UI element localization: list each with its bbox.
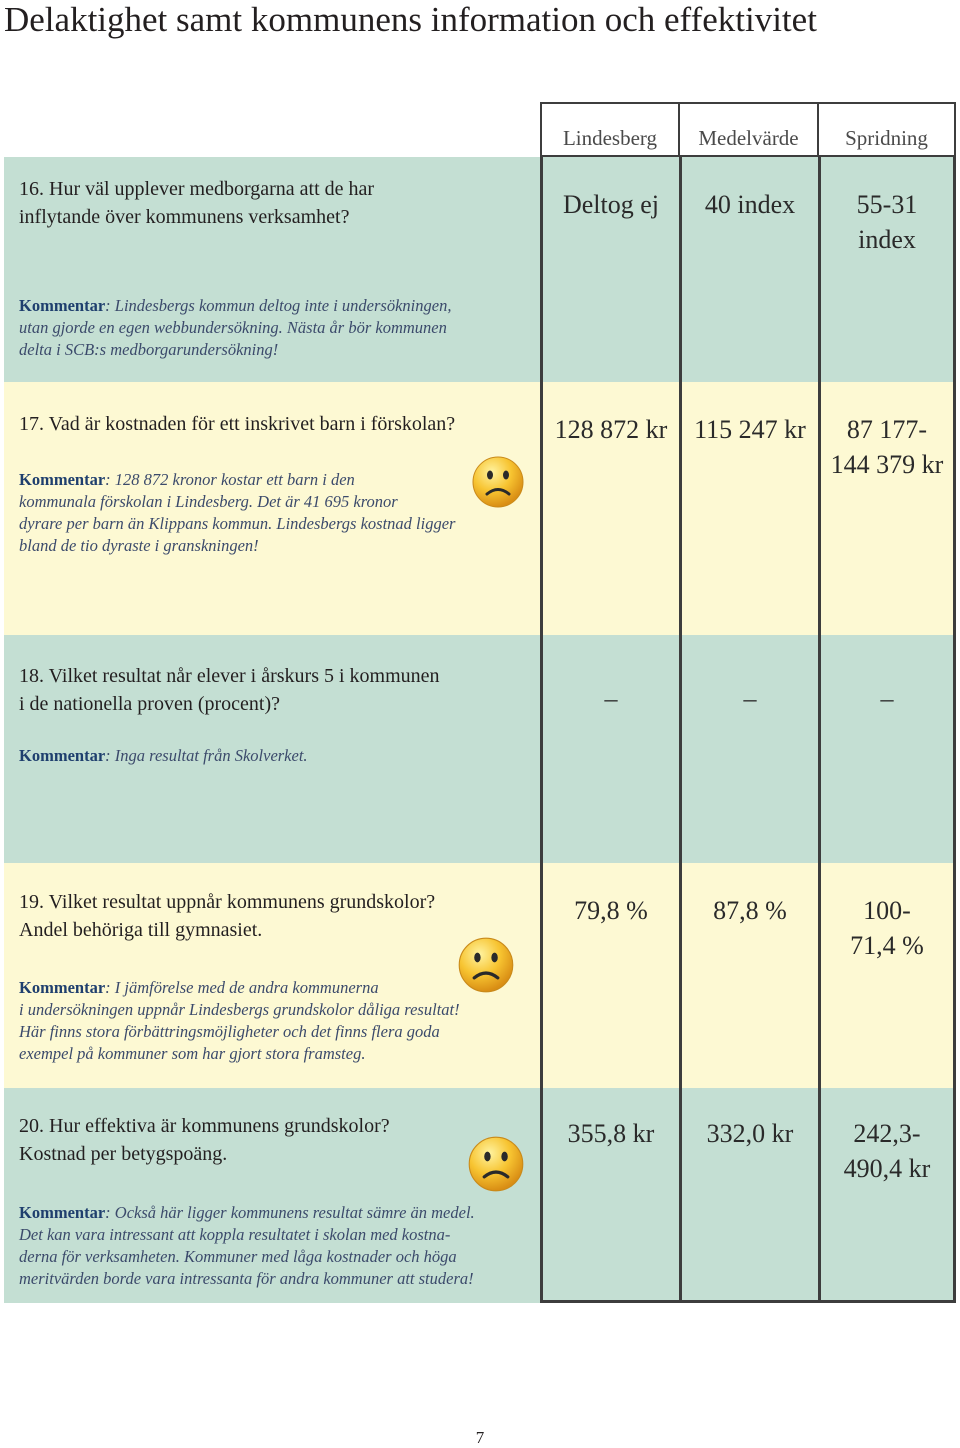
row-20-question-panel (4, 1088, 540, 1303)
question-text: 16. Hur väl upplever medborgarna att de har inflytande över kommunens verksamhet? (19, 178, 375, 228)
row-17-value-lindesberg: 128 872 kr (540, 382, 679, 635)
sad-face-icon (456, 935, 516, 995)
comment-text: Kommentar: Inga resultat från Skolverket. (19, 746, 308, 765)
comment-label: Kommentar (19, 746, 106, 765)
comment-text: Kommentar: 128 872 kronor kostar ett barn i den kommunala förskolan i Lindesberg. Det är 41 695 kronor dyrare per barn än Klippans kommun. Lindesbergs kostnad ligger bland de tio dyraste i granskningen! (19, 470, 456, 555)
row-16-question-panel (4, 157, 540, 382)
row-18-value-medelvarde: – (679, 635, 818, 863)
comment-label: Kommentar (19, 296, 106, 315)
row-20-value-medelvarde: 332,0 kr (679, 1088, 818, 1303)
sad-face-icon (466, 1134, 526, 1194)
row-19-value-medelvarde: 87,8 % (679, 863, 818, 1088)
row-20-value-spridning: 242,3- 490,4 kr (818, 1088, 956, 1303)
row-20-value-lindesberg: 355,8 kr (540, 1088, 679, 1303)
row-17-question-panel (4, 382, 540, 635)
row-16-value-spridning: 55-31 index (818, 157, 956, 382)
question-text: 17. Vad är kostnaden för ett inskrivet barn i förskolan? (19, 413, 456, 435)
column-header-lindesberg: Lindesberg (540, 102, 679, 157)
row-17-value-spridning: 87 177- 144 379 kr (818, 382, 956, 635)
question-text: 19. Vilket resultat uppnår kommunens grundskolor? Andel behöriga till gymnasiet. (19, 891, 436, 941)
row-16-value-lindesberg: Deltog ej (540, 157, 679, 382)
row-17-value-medelvarde: 115 247 kr (679, 382, 818, 635)
comment-label: Kommentar (19, 1203, 106, 1222)
comment-text: Kommentar: I jämförelse med de andra kommunerna i undersökningen uppnår Lindesbergs grundskolor dåliga resultat! Här finns stora förbättringsmöjligheter och det finns flera goda exempel på kommuner som har gjort stora framsteg. (19, 978, 460, 1063)
page-number: 7 (475, 1428, 485, 1447)
row-16-value-medelvarde: 40 index (679, 157, 818, 382)
column-header-medelvarde: Medelvärde (679, 102, 818, 157)
comment-label: Kommentar (19, 978, 106, 997)
question-text: 18. Vilket resultat når elever i årskurs 5 i kommunen i de nationella proven (procent)? (19, 665, 440, 715)
column-header-spridning: Spridning (818, 102, 956, 157)
row-19-value-lindesberg: 79,8 % (540, 863, 679, 1088)
row-18-value-lindesberg: – (540, 635, 679, 863)
row-19-value-spridning: 100- 71,4 % (818, 863, 956, 1088)
row-18-question-panel (4, 635, 540, 863)
question-text: 20. Hur effektiva är kommunens grundskolor? Kostnad per betygspoäng. (19, 1115, 390, 1165)
row-18-value-spridning: – (818, 635, 956, 863)
page-title: Delaktighet samt kommunens information och effektivitet (4, 0, 817, 39)
comment-label: Kommentar (19, 470, 106, 489)
comment-text: Kommentar: Också här ligger kommunens resultat sämre än medel. Det kan vara intressant att koppla resultatet i skolan med kostna- derna för verksamheten. Kommuner med låga kostnader och höga meritvärden borde vara intressanta för andra kommuner att studera! (19, 1203, 475, 1288)
sad-face-icon (470, 454, 526, 510)
row-19-question-panel (4, 863, 540, 1088)
comment-text: Kommentar: Lindesbergs kommun deltog inte i undersökningen, utan gjorde en egen webbundersökning. Nästa år bör kommunen delta i SCB:s medborgarundersökning! (19, 296, 452, 359)
